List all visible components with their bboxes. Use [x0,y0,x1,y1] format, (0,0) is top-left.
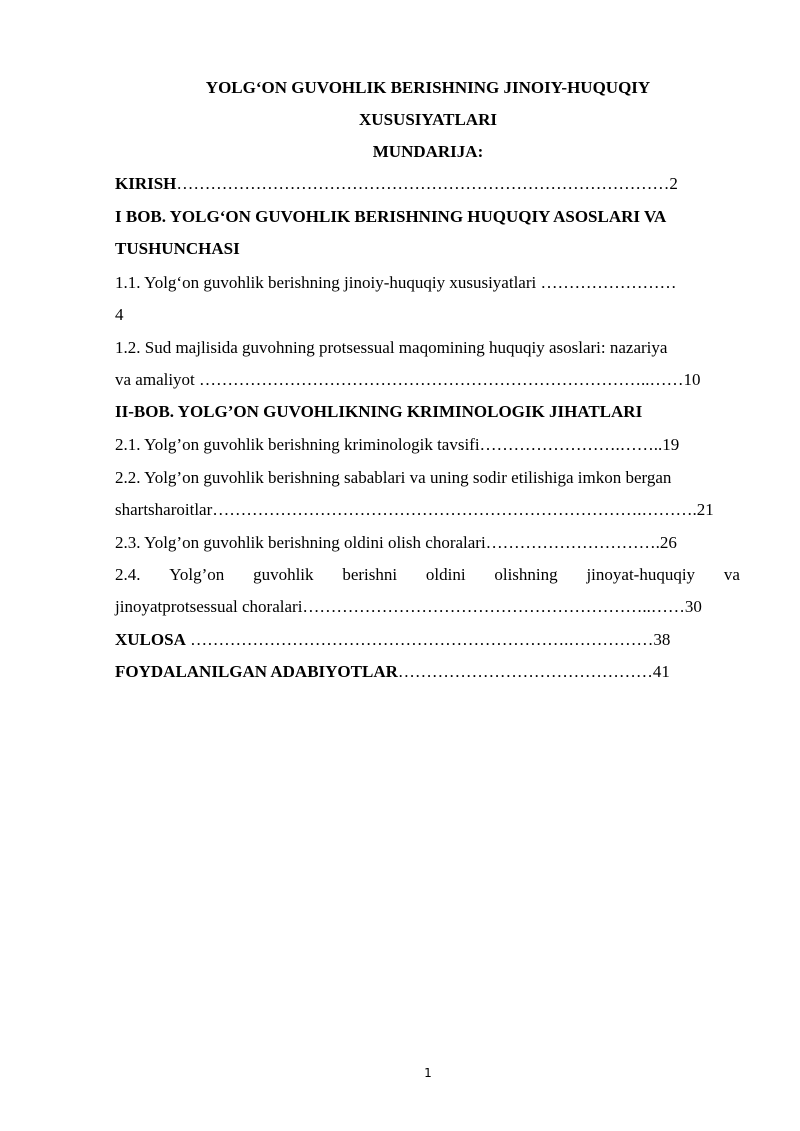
toc-section-2-4-word: 2.4. [115,565,141,584]
toc-section-2-3: 2.3. Yolg’on guvohlik berishning oldini olish choralari………………………….26 [115,533,677,552]
document-title-line-1: YOLG‘ON GUVOHLIK BERISHNING JINOIY-HUQUQIY [205,78,651,97]
toc-entry-kirish-leader: ……………………………………………………………………………2 [176,174,678,193]
toc-section-2-4-word: jinoyat-huquqiy [586,565,696,584]
toc-entry-adabiyotlar-label: FOYDALANILGAN ADABIYOTLAR [115,662,398,681]
toc-section-1-1-line-2: 4 [115,305,124,324]
toc-section-2-4-word: olishning [494,565,558,584]
toc-section-2-1: 2.1. Yolg’on guvohlik berishning kriminologik tavsifi…………………….……..19 [115,435,680,454]
toc-entry-kirish [115,168,740,200]
toc-section-2-4-word: Yolg’on [169,565,225,584]
toc-heading: MUNDARIJA: [372,142,484,161]
toc-section-2-2-line-1: 2.2. Yolg’on guvohlik berishning sabablari va uning sodir etilishiga imkon bergan [115,468,672,487]
toc-entry-xulosa-leader: ………………………………………………………….……………38 [185,630,671,649]
toc-section-2-4-line-1 [115,559,740,591]
toc-entry-xulosa [115,624,740,656]
toc-chapter-2: II-BOB. YOLG’ON GUVOHLIKNING KRIMINOLOGIK JIHATLARI [115,402,643,421]
toc-chapter-1-line-1: I BOB. YOLG‘ON GUVOHLIK BERISHNING HUQUQIY ASOSLARI VA [115,207,667,226]
toc-chapter-1-line-2: TUSHUNCHASI [115,239,240,258]
toc-entry-adabiyotlar-leader: ………………………………………41 [397,662,670,681]
toc-entry-adabiyotlar [115,656,740,688]
page-number: 1 [424,1066,432,1080]
document-title-line-2: XUSUSIYATLARI [359,110,497,129]
toc-section-1-2-line-1: 1.2. Sud majlisida guvohning protsessual maqomining huquqiy asoslari: nazariya [115,338,668,357]
toc-section-2-2-line-2: shartsharoitlar………………………………………………………………….……….21 [115,500,714,519]
toc-section-1-2-line-2: va amaliyot ……………………………………………………………………..……10 [115,370,701,389]
toc-section-2-4-line-2: jinoyatprotsessual choralari……………………………………………………..……30 [115,597,702,616]
toc-section-2-4-word: guvohlik [253,565,314,584]
toc-section-2-4-word: oldini [425,565,466,584]
toc-entry-xulosa-label: XULOSA [115,630,186,649]
toc-section-1-1-line-1: 1.1. Yolg‘on guvohlik berishning jinoiy-huquqiy xususiyatlari …………………… [115,273,677,292]
toc-section-2-4-word: va [723,565,740,584]
toc-section-2-4-word: berishni [342,565,398,584]
toc-entry-kirish-label: KIRISH [115,174,177,193]
